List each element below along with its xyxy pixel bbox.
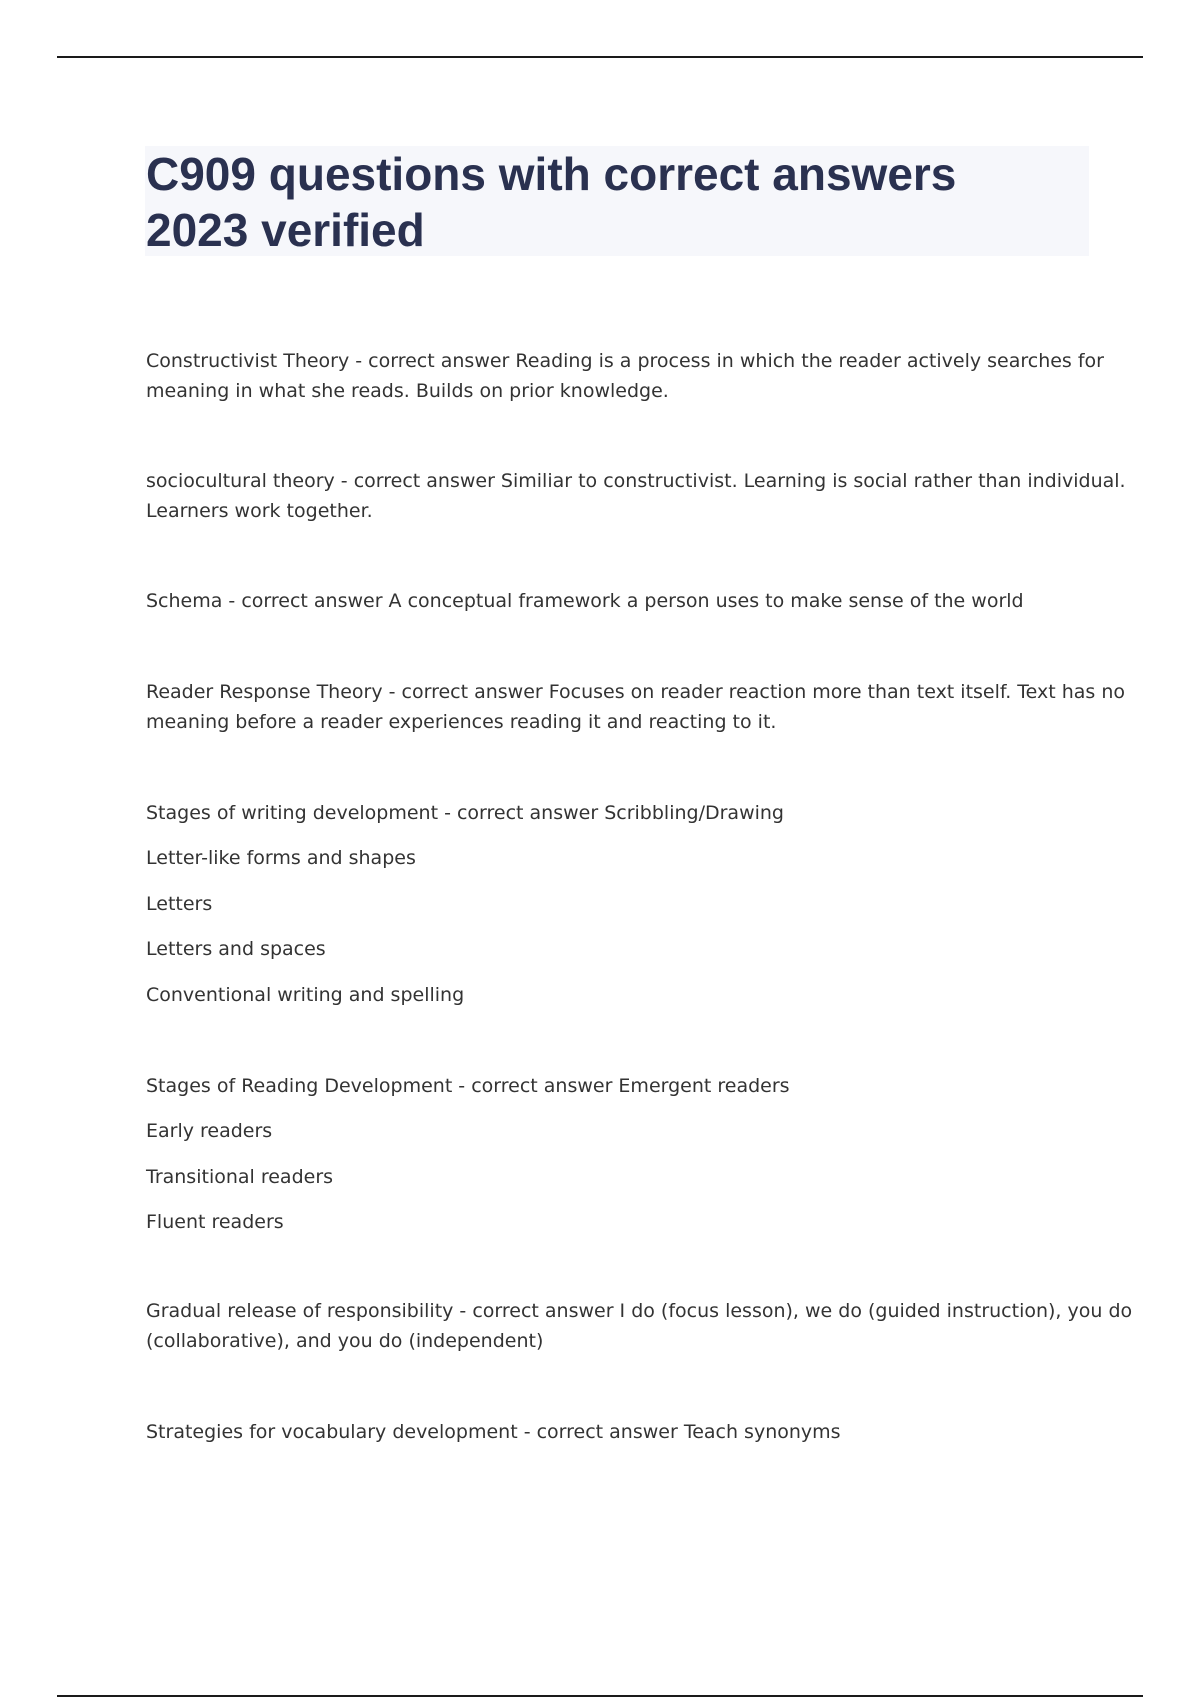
qa-entry-constructivist-theory bbox=[146, 346, 1104, 406]
entry-line: meaning in what she reads. Builds on prior knowledge. bbox=[146, 380, 669, 402]
header-rule bbox=[57, 56, 1143, 58]
qa-entry-stages-of-reading bbox=[146, 1071, 1086, 1251]
entry-line: Reader Response Theory - correct answer Focuses on reader reaction more than text itself. Text has no bbox=[146, 681, 1126, 703]
qa-entry-vocabulary-strategies bbox=[146, 1417, 1086, 1447]
footer-rule bbox=[57, 1695, 1143, 1697]
entry-line: Conventional writing and spelling bbox=[146, 984, 465, 1006]
qa-entry-gradual-release bbox=[146, 1296, 1133, 1356]
entry-line: Stages of writing development - correct answer Scribbling/Drawing bbox=[146, 802, 784, 824]
entry-line: Constructivist Theory - correct answer Reading is a process in which the reader actively searches for bbox=[146, 350, 1104, 372]
entry-line: meaning before a reader experiences reading it and reacting to it. bbox=[146, 711, 777, 733]
entry-line: Letters bbox=[146, 893, 213, 915]
entry-line: Letters and spaces bbox=[146, 938, 326, 960]
qa-entry-schema bbox=[146, 586, 1086, 616]
entry-line: Learners work together. bbox=[146, 500, 373, 522]
qa-entry-reader-response-theory bbox=[146, 677, 1126, 737]
entry-line: Strategies for vocabulary development - correct answer Teach synonyms bbox=[146, 1421, 841, 1443]
entry-line: Fluent readers bbox=[146, 1211, 284, 1233]
entry-line: Letter-like forms and shapes bbox=[146, 847, 416, 869]
qa-entry-sociocultural-theory bbox=[146, 466, 1126, 526]
entry-line: Stages of Reading Development - correct answer Emergent readers bbox=[146, 1075, 790, 1097]
entry-line: sociocultural theory - correct answer Similiar to constructivist. Learning is social rather than individual. bbox=[146, 470, 1126, 492]
entry-line: Schema - correct answer A conceptual framework a person uses to make sense of the world bbox=[146, 590, 1024, 612]
qa-entry-stages-of-writing bbox=[146, 798, 1086, 1018]
entry-line: Early readers bbox=[146, 1120, 273, 1142]
entry-line: Gradual release of responsibility - correct answer I do (focus lesson), we do (guided instruction), you do bbox=[146, 1300, 1133, 1322]
page-title-line-2: 2023 verified bbox=[146, 204, 425, 256]
page-title bbox=[146, 146, 1086, 258]
page-title-line-1: C909 questions with correct answers bbox=[146, 148, 957, 200]
entry-line: Transitional readers bbox=[146, 1166, 334, 1188]
entry-line: (collaborative), and you do (independent) bbox=[146, 1330, 544, 1352]
